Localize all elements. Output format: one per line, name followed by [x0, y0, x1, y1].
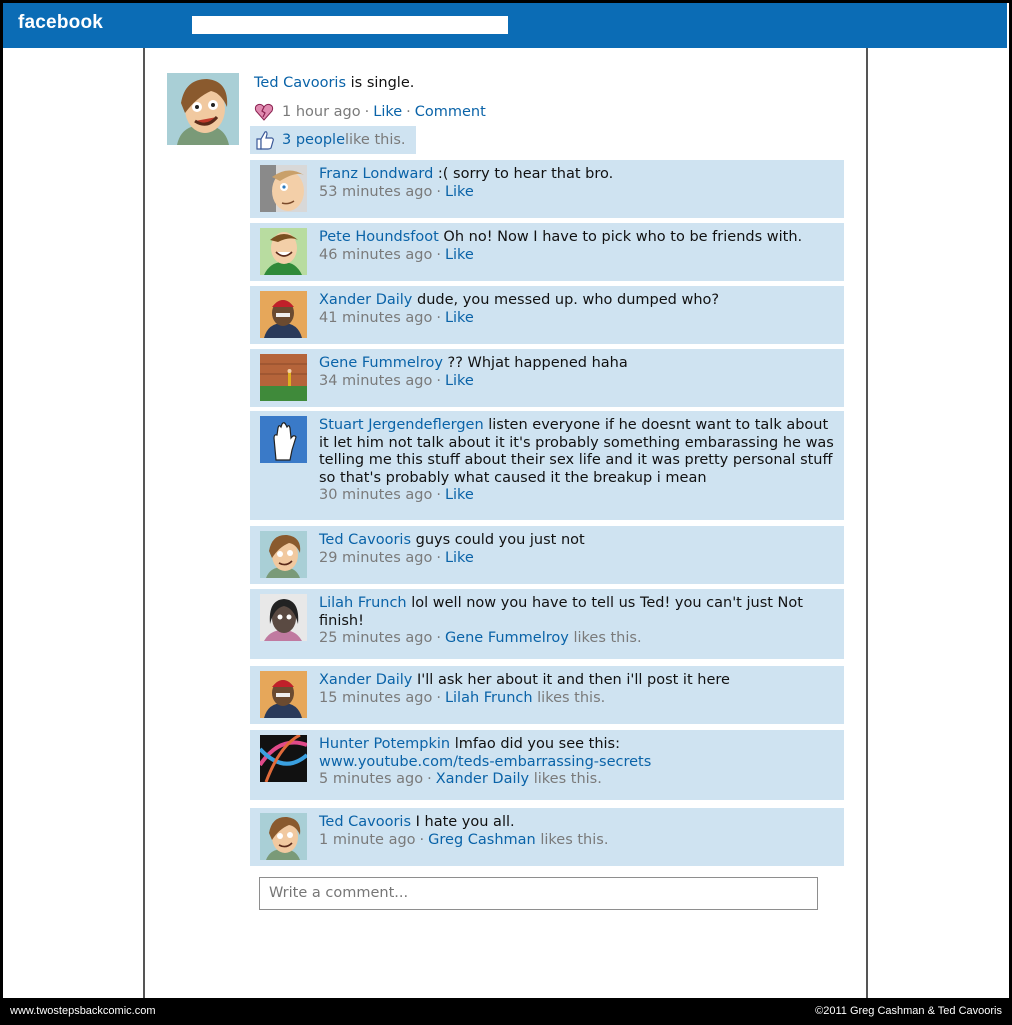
- comment-text: I'll ask her about it and then i'll post it here: [412, 672, 730, 688]
- comment-item: Stuart Jergendeflergen listen everyone if he doesnt want to talk about it let him not talk about it it's probably something embarassing he was telling me this stuff about their sex life and it was pretty personal stuff so that's probably what caused it the breakup i mean 30 minutes ago · Like: [250, 411, 844, 520]
- comment-item: Xander Daily dude, you messed up. who dumped who? 41 minutes ago · Like: [250, 286, 844, 344]
- comment-like-link[interactable]: Like: [444, 549, 474, 566]
- likes-this-text: likes this.: [529, 771, 602, 787]
- comment-author-link[interactable]: Ted Cavooris: [319, 814, 412, 830]
- comment-author-link[interactable]: Xander Daily: [319, 292, 413, 308]
- post-author-link[interactable]: Ted Cavooris: [254, 75, 347, 91]
- comment-item: Xander Daily I'll ask her about it and then i'll post it here 15 minutes ago · Lilah Frunch likes this.: [250, 666, 844, 724]
- comment-item: Pete Houndsfoot Oh no! Now I have to pick who to be friends with. 46 minutes ago · Like: [250, 223, 844, 281]
- comment-time: 41 minutes ago: [319, 309, 433, 326]
- gene-avatar[interactable]: [260, 354, 307, 401]
- ted-avatar[interactable]: [260, 531, 307, 578]
- comment-item: Franz Londward :( sorry to hear that bro. 53 minutes ago · Like: [250, 160, 844, 218]
- comment-like-link[interactable]: Like: [444, 183, 474, 200]
- site-url: www.twostepsbackcomic.com: [10, 1005, 156, 1017]
- footer: [0, 998, 1012, 1025]
- right-column-divider: [866, 48, 868, 998]
- likes-this-text: likes this.: [568, 630, 642, 646]
- comment-author-link[interactable]: Franz Londward: [319, 166, 434, 182]
- post-likes-summary: [250, 126, 416, 154]
- comment-time: 1 minute ago: [319, 831, 416, 848]
- comment-author-link[interactable]: Xander Daily: [319, 672, 413, 688]
- comment-text: guys could you just not: [411, 532, 585, 548]
- comment-text: :( sorry to hear that bro.: [433, 166, 614, 182]
- likes-count-link[interactable]: 3 people: [282, 132, 345, 148]
- copyright: ©2011 Greg Cashman & Ted Cavooris: [815, 1005, 1002, 1017]
- comment-time: 46 minutes ago: [319, 246, 433, 263]
- hand-avatar[interactable]: [260, 416, 307, 463]
- comment-liker-link[interactable]: Greg Cashman: [428, 831, 536, 848]
- comment-time: 5 minutes ago: [319, 771, 424, 787]
- comment-text: ?? Whjat happened haha: [442, 355, 628, 371]
- comment-like-link[interactable]: Like: [444, 246, 474, 263]
- comment-time: 15 minutes ago: [319, 689, 433, 706]
- likes-this-text: likes this.: [532, 689, 606, 706]
- comment-time: 25 minutes ago: [319, 630, 433, 646]
- comment-author-link[interactable]: Ted Cavooris: [319, 532, 412, 548]
- comment-like-link[interactable]: Like: [444, 487, 474, 503]
- lilah-avatar[interactable]: [260, 594, 307, 641]
- comment-text: lol well now you have to tell us Ted! you can't just Not finish!: [319, 595, 803, 629]
- youtube-link[interactable]: www.youtube.com/teds-embarrassing-secrets: [319, 753, 652, 770]
- post-comment-link[interactable]: Comment: [414, 104, 486, 120]
- ted-profile-avatar[interactable]: [167, 73, 239, 145]
- comment-author-link[interactable]: Stuart Jergendeflergen: [319, 417, 484, 433]
- comment-liker-link[interactable]: Xander Daily: [435, 771, 530, 787]
- comment-author-link[interactable]: Gene Fummelroy: [319, 355, 443, 371]
- comment-time: 29 minutes ago: [319, 549, 433, 566]
- post-time: 1 hour ago: [282, 104, 361, 120]
- hunter-avatar[interactable]: [260, 735, 307, 782]
- search-input[interactable]: [192, 16, 508, 34]
- comment-liker-link[interactable]: Gene Fummelroy: [444, 630, 569, 646]
- comment-time: 53 minutes ago: [319, 183, 433, 200]
- likes-this-text: likes this.: [535, 831, 609, 848]
- franz-avatar[interactable]: [260, 165, 307, 212]
- thumbs-up-icon: [254, 129, 276, 151]
- comment-like-link[interactable]: Like: [444, 372, 474, 389]
- ted-avatar[interactable]: [260, 813, 307, 860]
- comment-text: Oh no! Now I have to pick who to be friends with.: [438, 229, 803, 245]
- post-meta: 1 hour ago · Like · Comment: [254, 102, 486, 122]
- comment-text: lmfao did you see this:: [450, 736, 620, 752]
- left-column-divider: [143, 48, 145, 998]
- comment-item: Ted Cavooris guys could you just not 29 minutes ago · Like: [250, 526, 844, 584]
- comment-item: Ted Cavooris I hate you all. 1 minute ago · Greg Cashman likes this.: [250, 808, 844, 866]
- broken-heart-icon: [254, 102, 274, 122]
- pete-avatar[interactable]: [260, 228, 307, 275]
- comment-liker-link[interactable]: Lilah Frunch: [444, 689, 533, 706]
- comment-time: 34 minutes ago: [319, 372, 433, 389]
- status-text: is single.: [346, 75, 415, 91]
- write-comment-input[interactable]: Write a comment...: [259, 877, 818, 910]
- likes-suffix: like this.: [344, 132, 406, 148]
- comment-author-link[interactable]: Pete Houndsfoot: [319, 229, 439, 245]
- post-like-link[interactable]: Like: [373, 104, 403, 120]
- facebook-logo[interactable]: facebook: [18, 12, 104, 33]
- comment-item: Gene Fummelroy ?? Whjat happened haha 34 minutes ago · Like: [250, 349, 844, 407]
- top-bar: [3, 3, 1007, 48]
- comment-item: Hunter Potempkin lmfao did you see this: www.youtube.com/teds-embarrassing-secrets 5 minutes ago · Xander Daily likes this.: [250, 730, 844, 800]
- comment-like-link[interactable]: Like: [444, 309, 474, 326]
- comment-author-link[interactable]: Lilah Frunch: [319, 595, 407, 611]
- comment-author-link[interactable]: Hunter Potempkin: [319, 736, 451, 752]
- comment-item: Lilah Frunch lol well now you have to tell us Ted! you can't just Not finish! 25 minutes ago · Gene Fummelroy likes this.: [250, 589, 844, 659]
- comment-text: I hate you all.: [411, 814, 515, 830]
- comment-text: dude, you messed up. who dumped who?: [412, 292, 720, 308]
- comment-time: 30 minutes ago: [319, 487, 433, 503]
- xander-avatar[interactable]: [260, 671, 307, 718]
- comment-text: listen everyone if he doesnt want to talk about it let him not talk about it it's probably something embarassing he was telling me this stuff about their sex life and it was pretty personal stuff so that's probably what caused it the breakup i mean: [319, 417, 834, 486]
- xander-avatar[interactable]: [260, 291, 307, 338]
- status-line: [254, 75, 414, 91]
